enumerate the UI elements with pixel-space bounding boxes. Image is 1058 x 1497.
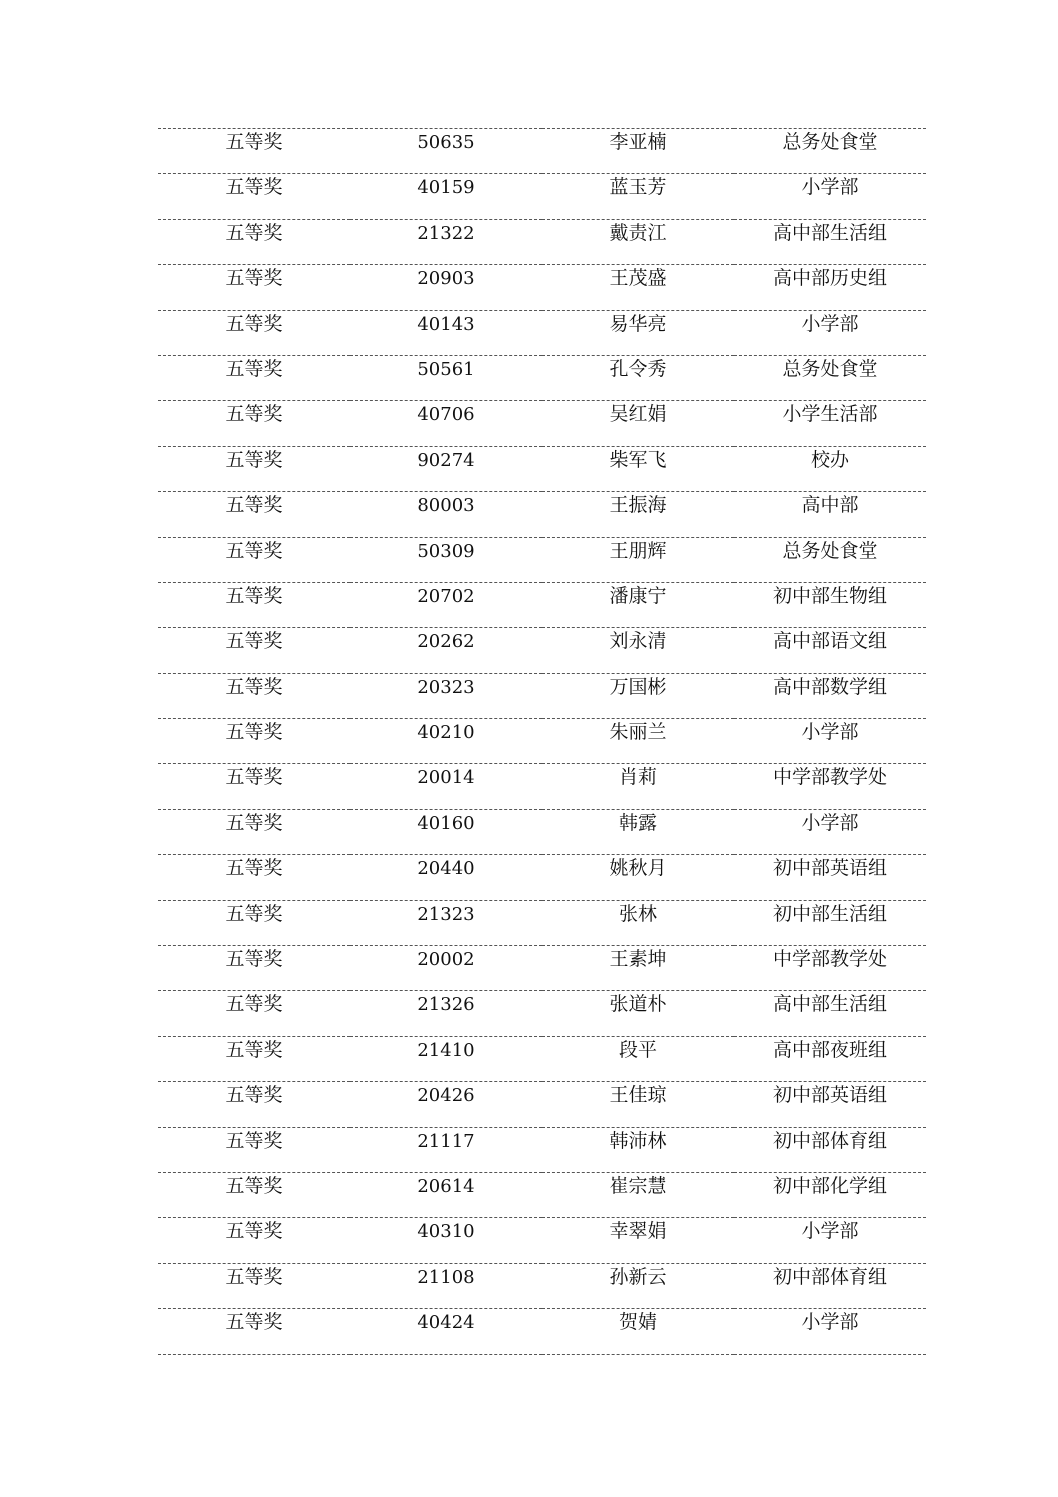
award-level-cell: 五等奖: [158, 1127, 350, 1172]
table-row: [158, 946, 926, 991]
award-level-cell: 五等奖: [158, 582, 350, 627]
person-name-cell: 王佳琼: [542, 1082, 734, 1127]
award-level-cell: 五等奖: [158, 219, 350, 264]
person-name-cell: 吴红娟: [542, 401, 734, 446]
table-row: [158, 310, 926, 355]
department-cell: 小学生活部: [734, 401, 926, 446]
table-row: [158, 129, 926, 174]
award-level-cell: 五等奖: [158, 673, 350, 718]
table-row: [158, 1082, 926, 1127]
award-level-cell: 五等奖: [158, 991, 350, 1036]
person-name-cell: 贺婧: [542, 1309, 734, 1354]
person-name-cell: 孙新云: [542, 1263, 734, 1308]
table-row: [158, 582, 926, 627]
department-cell: 高中部夜班组: [734, 1036, 926, 1081]
employee-id-cell: 50309: [350, 537, 542, 582]
table-row: [158, 1127, 926, 1172]
table-row: [158, 355, 926, 400]
employee-id-cell: 21410: [350, 1036, 542, 1081]
table-row: [158, 537, 926, 582]
employee-id-cell: 20702: [350, 582, 542, 627]
department-cell: 初中部生活组: [734, 900, 926, 945]
award-level-cell: 五等奖: [158, 129, 350, 174]
department-cell: 初中部化学组: [734, 1172, 926, 1217]
award-level-cell: 五等奖: [158, 174, 350, 219]
department-cell: 总务处食堂: [734, 355, 926, 400]
table-row: [158, 673, 926, 718]
department-cell: 高中部生活组: [734, 219, 926, 264]
table-row: [158, 1263, 926, 1308]
table-row: [158, 719, 926, 764]
employee-id-cell: 20323: [350, 673, 542, 718]
person-name-cell: 柴军飞: [542, 446, 734, 491]
award-level-cell: 五等奖: [158, 1172, 350, 1217]
employee-id-cell: 90274: [350, 446, 542, 491]
department-cell: 初中部英语组: [734, 855, 926, 900]
table-row: [158, 628, 926, 673]
department-cell: 高中部历史组: [734, 265, 926, 310]
table-row: [158, 265, 926, 310]
employee-id-cell: 20002: [350, 946, 542, 991]
person-name-cell: 王素坤: [542, 946, 734, 991]
department-cell: 高中部生活组: [734, 991, 926, 1036]
table-row: [158, 809, 926, 854]
department-cell: 中学部教学处: [734, 764, 926, 809]
person-name-cell: 万国彬: [542, 673, 734, 718]
employee-id-cell: 40210: [350, 719, 542, 764]
person-name-cell: 崔宗慧: [542, 1172, 734, 1217]
department-cell: 小学部: [734, 310, 926, 355]
department-cell: 高中部: [734, 492, 926, 537]
employee-id-cell: 40159: [350, 174, 542, 219]
department-cell: 校办: [734, 446, 926, 491]
department-cell: 初中部体育组: [734, 1127, 926, 1172]
employee-id-cell: 40160: [350, 809, 542, 854]
person-name-cell: 段平: [542, 1036, 734, 1081]
person-name-cell: 肖莉: [542, 764, 734, 809]
employee-id-cell: 21322: [350, 219, 542, 264]
table-row: [158, 1218, 926, 1263]
table-row: [158, 1172, 926, 1217]
table-row: [158, 492, 926, 537]
person-name-cell: 朱丽兰: [542, 719, 734, 764]
person-name-cell: 张林: [542, 900, 734, 945]
table-row: [158, 1309, 926, 1354]
person-name-cell: 戴责江: [542, 219, 734, 264]
award-level-cell: 五等奖: [158, 537, 350, 582]
employee-id-cell: 50635: [350, 129, 542, 174]
award-level-cell: 五等奖: [158, 855, 350, 900]
person-name-cell: 王茂盛: [542, 265, 734, 310]
employee-id-cell: 21117: [350, 1127, 542, 1172]
employee-id-cell: 20262: [350, 628, 542, 673]
department-cell: 初中部英语组: [734, 1082, 926, 1127]
person-name-cell: 蓝玉芳: [542, 174, 734, 219]
award-level-cell: 五等奖: [158, 355, 350, 400]
award-level-cell: 五等奖: [158, 492, 350, 537]
award-level-cell: 五等奖: [158, 628, 350, 673]
employee-id-cell: 40310: [350, 1218, 542, 1263]
department-cell: 小学部: [734, 809, 926, 854]
person-name-cell: 韩露: [542, 809, 734, 854]
table-row: [158, 991, 926, 1036]
table-row: [158, 1036, 926, 1081]
employee-id-cell: 21108: [350, 1263, 542, 1308]
employee-id-cell: 21323: [350, 900, 542, 945]
award-level-cell: 五等奖: [158, 1309, 350, 1354]
employee-id-cell: 80003: [350, 492, 542, 537]
employee-id-cell: 40706: [350, 401, 542, 446]
employee-id-cell: 40143: [350, 310, 542, 355]
award-level-cell: 五等奖: [158, 719, 350, 764]
employee-id-cell: 20426: [350, 1082, 542, 1127]
table-row: [158, 900, 926, 945]
department-cell: 初中部体育组: [734, 1263, 926, 1308]
department-cell: 小学部: [734, 174, 926, 219]
department-cell: 总务处食堂: [734, 537, 926, 582]
table-row: [158, 219, 926, 264]
award-level-cell: 五等奖: [158, 1263, 350, 1308]
person-name-cell: 韩沛林: [542, 1127, 734, 1172]
employee-id-cell: 50561: [350, 355, 542, 400]
award-level-cell: 五等奖: [158, 310, 350, 355]
person-name-cell: 王振海: [542, 492, 734, 537]
table-row: [158, 764, 926, 809]
person-name-cell: 张道朴: [542, 991, 734, 1036]
award-list-body: [158, 129, 926, 1355]
department-cell: 小学部: [734, 1309, 926, 1354]
table-row: [158, 855, 926, 900]
employee-id-cell: 20614: [350, 1172, 542, 1217]
table-row: [158, 174, 926, 219]
award-level-cell: 五等奖: [158, 900, 350, 945]
person-name-cell: 刘永清: [542, 628, 734, 673]
department-cell: 高中部语文组: [734, 628, 926, 673]
department-cell: 小学部: [734, 1218, 926, 1263]
person-name-cell: 易华亮: [542, 310, 734, 355]
person-name-cell: 李亚楠: [542, 129, 734, 174]
employee-id-cell: 40424: [350, 1309, 542, 1354]
award-level-cell: 五等奖: [158, 265, 350, 310]
award-level-cell: 五等奖: [158, 1218, 350, 1263]
person-name-cell: 姚秋月: [542, 855, 734, 900]
department-cell: 高中部数学组: [734, 673, 926, 718]
department-cell: 小学部: [734, 719, 926, 764]
award-level-cell: 五等奖: [158, 446, 350, 491]
employee-id-cell: 21326: [350, 991, 542, 1036]
employee-id-cell: 20014: [350, 764, 542, 809]
award-level-cell: 五等奖: [158, 1036, 350, 1081]
person-name-cell: 幸翠娟: [542, 1218, 734, 1263]
award-level-cell: 五等奖: [158, 1082, 350, 1127]
table-row: [158, 446, 926, 491]
department-cell: 总务处食堂: [734, 129, 926, 174]
award-level-cell: 五等奖: [158, 401, 350, 446]
person-name-cell: 王朋辉: [542, 537, 734, 582]
person-name-cell: 潘康宁: [542, 582, 734, 627]
employee-id-cell: 20440: [350, 855, 542, 900]
award-level-cell: 五等奖: [158, 764, 350, 809]
award-list-table: [158, 128, 926, 1355]
person-name-cell: 孔令秀: [542, 355, 734, 400]
department-cell: 中学部教学处: [734, 946, 926, 991]
employee-id-cell: 20903: [350, 265, 542, 310]
award-level-cell: 五等奖: [158, 946, 350, 991]
award-level-cell: 五等奖: [158, 809, 350, 854]
department-cell: 初中部生物组: [734, 582, 926, 627]
table-row: [158, 401, 926, 446]
